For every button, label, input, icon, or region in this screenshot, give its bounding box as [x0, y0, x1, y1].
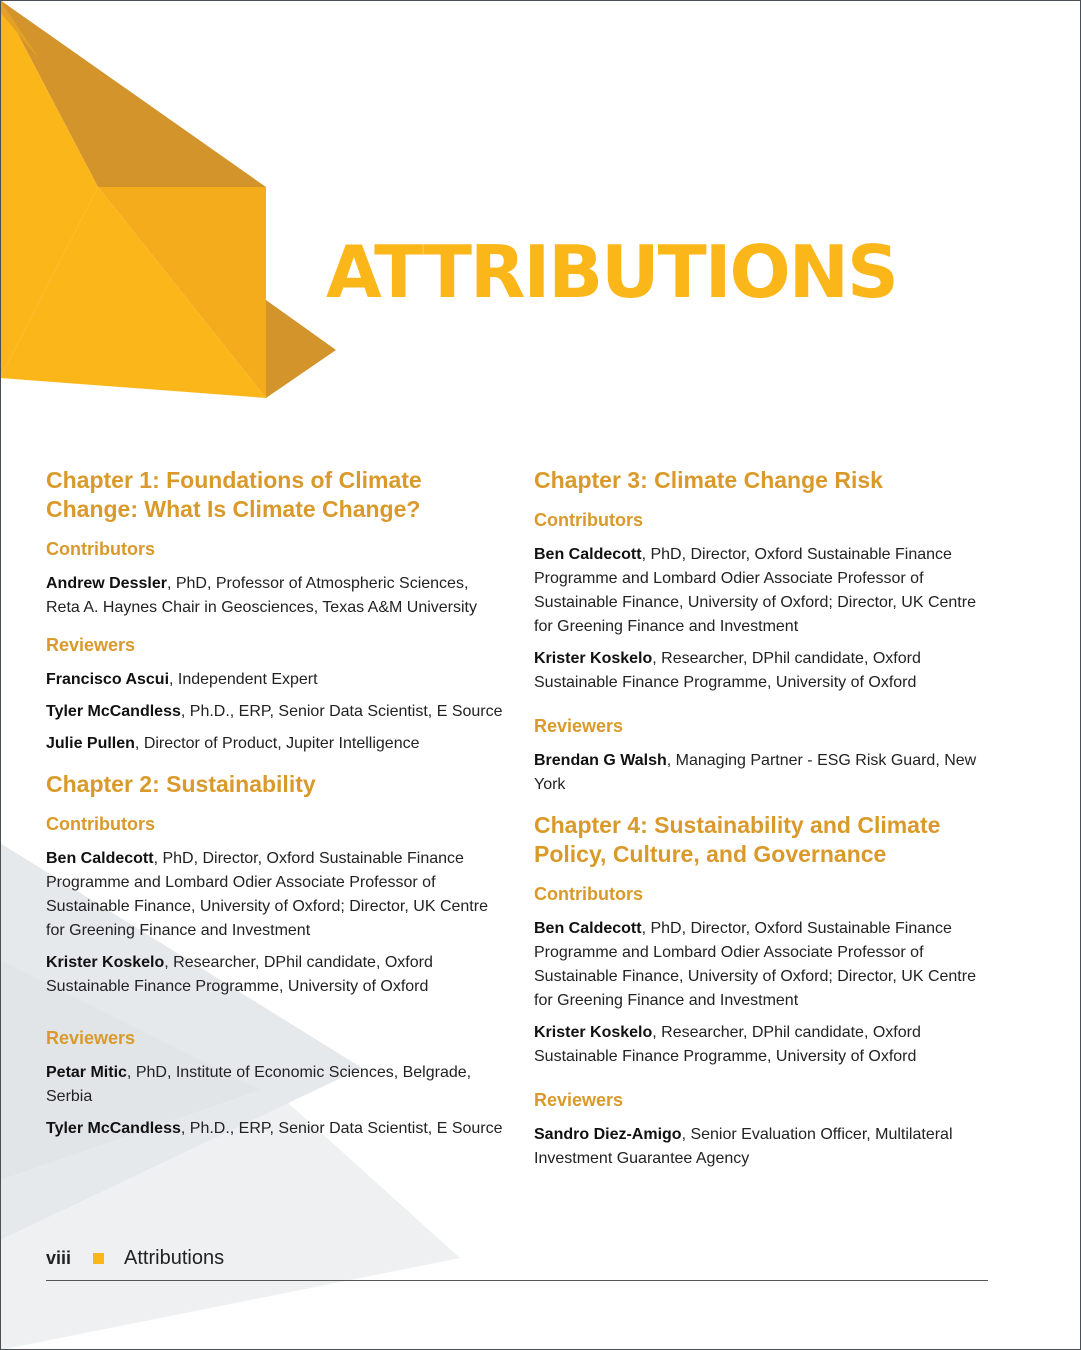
attribution-entry: [534, 749, 994, 797]
person-details: , PhD, Director, Oxford Sustainable Finance Programme and Lombard Odier Associate Professor of Sustainable Finance, University of Oxford; Director, UK Centre for Greening Finance and Investment: [534, 920, 976, 1009]
contributors-heading: Contributors: [46, 539, 155, 559]
reviewers-heading: Reviewers: [534, 1090, 624, 1110]
person-name: Ben Caldecott: [534, 546, 642, 563]
attribution-entry: [534, 1123, 994, 1171]
person-details: , PhD, Director, Oxford Sustainable Finance Programme and Lombard Odier Associate Professor of Sustainable Finance, University of Oxford; Director, UK Centre for Greening Finance and Investment: [534, 546, 976, 635]
person-details: , Ph.D., ERP, Senior Data Scientist, E Source: [180, 703, 503, 720]
attribution-entry: [46, 1061, 506, 1109]
chapter-2-section: [46, 770, 506, 1141]
person-name: Ben Caldecott: [46, 850, 154, 867]
chapter-4-contributors: [534, 883, 994, 1069]
attribution-entry: [46, 732, 506, 756]
chapter-4-section: [534, 811, 994, 1171]
chapter-3-contributors: [534, 509, 994, 695]
attribution-entry: [534, 917, 994, 1013]
person-name: Brendan G Walsh: [534, 752, 667, 769]
person-name: Ben Caldecott: [534, 920, 642, 937]
person-details: , PhD, Institute of Economic Sciences, Belgrade, Serbia: [46, 1064, 472, 1105]
chapter-3-section: [534, 466, 994, 797]
attribution-entry: [534, 1021, 994, 1069]
chapter-1-section: [46, 466, 506, 756]
person-details: , Researcher, DPhil candidate, Oxford Sustainable Finance Programme, University of Oxford: [534, 1024, 921, 1065]
person-details: , Director of Product, Jupiter Intelligence: [134, 735, 420, 752]
chapter-1-title: Chapter 1: Foundations of Climate Change: What Is Climate Change?: [46, 467, 422, 522]
person-details: , Independent Expert: [169, 671, 318, 688]
attribution-entry: [46, 668, 506, 692]
reviewers-heading: Reviewers: [534, 716, 624, 736]
page-number: viii: [46, 1247, 72, 1268]
person-name: Tyler McCandless: [46, 703, 181, 720]
contributors-heading: Contributors: [534, 884, 643, 904]
person-details: , Managing Partner - ESG Risk Guard, New York: [534, 752, 977, 793]
left-column: [46, 466, 506, 1155]
chapter-2-contributors: [46, 813, 506, 999]
chapter-2-title: Chapter 2: Sustainability: [46, 771, 316, 797]
person-name: Francisco Ascui: [46, 671, 170, 688]
chapter-4-title: Chapter 4: Sustainability and Climate Policy, Culture, and Governance: [534, 812, 941, 867]
attribution-entry: [46, 700, 506, 724]
footer-section-label: Attributions: [124, 1246, 225, 1269]
person-details: , Ph.D., ERP, Senior Data Scientist, E Source: [180, 1120, 503, 1137]
contributors-heading: Contributors: [534, 510, 643, 530]
chapter-2-reviewers: [46, 1027, 506, 1141]
person-details: , Researcher, DPhil candidate, Oxford Sustainable Finance Programme, University of Oxford: [46, 954, 433, 995]
person-details: , Senior Evaluation Officer, Multilateral Investment Guarantee Agency: [534, 1126, 953, 1167]
chapter-3-reviewers: [534, 715, 994, 797]
chapter-1-contributors: [46, 538, 506, 620]
attribution-entry: [46, 951, 506, 999]
person-name: Andrew Dessler: [46, 575, 167, 592]
reviewers-heading: Reviewers: [46, 635, 136, 655]
person-name: Sandro Diez-Amigo: [534, 1126, 682, 1143]
person-details: , PhD, Professor of Atmospheric Sciences, Reta A. Haynes Chair in Geosciences, Texas A&M University: [46, 575, 477, 616]
contributors-heading: Contributors: [46, 814, 155, 834]
attribution-entry: [534, 543, 994, 639]
page-title: ATTRIBUTIONS: [326, 230, 897, 314]
right-column: [534, 466, 994, 1185]
page-footer: [46, 1246, 988, 1270]
person-name: Julie Pullen: [46, 735, 135, 752]
chapter-1-reviewers: [46, 634, 506, 756]
person-name: Krister Koskelo: [534, 1024, 653, 1041]
attribution-entry: [534, 647, 994, 695]
person-name: Petar Mitic: [46, 1064, 127, 1081]
person-details: , PhD, Director, Oxford Sustainable Finance Programme and Lombard Odier Associate Professor of Sustainable Finance, University of Oxford; Director, UK Centre for Greening Finance and Investment: [46, 850, 488, 939]
square-bullet-icon: [93, 1253, 104, 1264]
chapter-4-reviewers: [534, 1089, 994, 1171]
person-name: Krister Koskelo: [534, 650, 653, 667]
person-details: , Researcher, DPhil candidate, Oxford Sustainable Finance Programme, University of Oxford: [534, 650, 921, 691]
person-name: Tyler McCandless: [46, 1120, 181, 1137]
reviewers-heading: Reviewers: [46, 1028, 136, 1048]
footer-divider: [46, 1280, 988, 1281]
chapter-3-title: Chapter 3: Climate Change Risk: [534, 467, 883, 493]
attribution-entry: [46, 847, 506, 943]
person-name: Krister Koskelo: [46, 954, 165, 971]
attribution-entry: [46, 1117, 506, 1141]
attribution-entry: [46, 572, 506, 620]
